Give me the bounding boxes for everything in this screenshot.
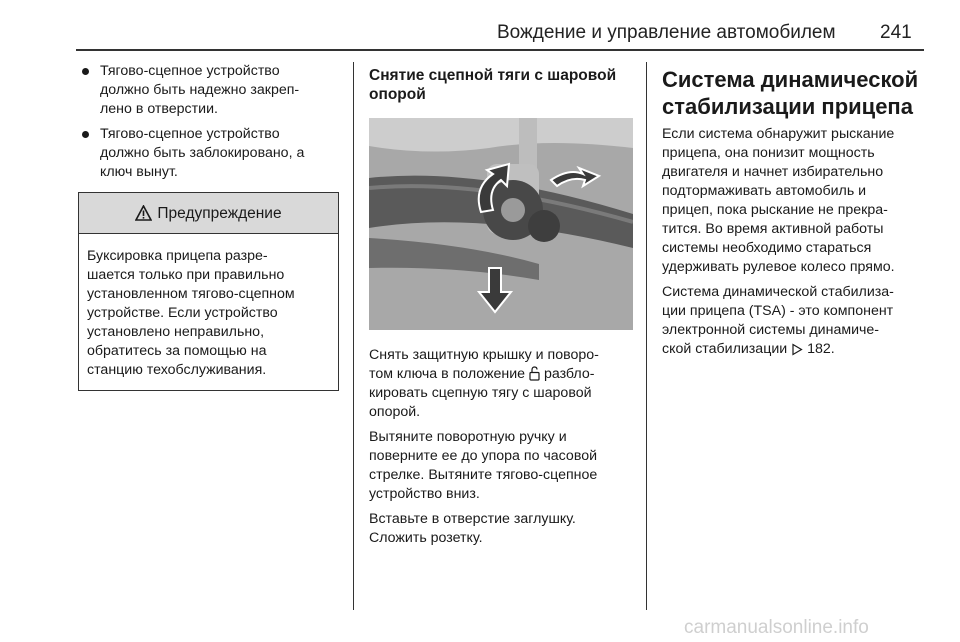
warning-box (78, 192, 339, 391)
list-item (78, 62, 340, 119)
paragraph-rotate-knob (369, 428, 633, 504)
paragraph-plug (369, 510, 633, 548)
paragraph-line: прицепа, она понизит мощность (662, 145, 875, 161)
column-divider-1 (353, 62, 354, 610)
bullet-icon (82, 131, 89, 138)
warning-line: станцию техобслуживания. (87, 362, 267, 378)
heading-line: Система динамической (662, 67, 919, 92)
bullet-line: должно быть заблокировано, а (100, 145, 305, 161)
warning-line: шается только при правильно (87, 267, 285, 283)
section-heading-tsa (662, 66, 926, 120)
paragraph-line: устройство вниз. (369, 486, 480, 502)
bullet-line: должно быть надежно закреп- (100, 82, 300, 98)
heading-line: опорой (369, 86, 426, 103)
paragraph-line: Сложить розетку. (369, 530, 483, 546)
page-reference-link[interactable]: 182. (807, 341, 835, 357)
paragraph-line (662, 340, 926, 359)
warning-line: Буксировка прицепа разре- (87, 248, 268, 264)
paragraph-line: Система динамической стабилиза- (662, 284, 894, 300)
watermark: carmanualsonline.info (684, 617, 869, 638)
paragraph-line (369, 365, 633, 384)
paragraph-line: ции прицепа (TSA) - это компонент (662, 303, 894, 319)
paragraph-line: электронной системы динамиче- (662, 322, 880, 338)
warning-triangle-icon (135, 205, 152, 221)
paragraph-line: поверните ее до упора по часовой (369, 448, 598, 464)
paragraph-line: двигателя и начнет избирательно (662, 164, 884, 180)
heading-line: Снятие сцепной тяги с шаровой (369, 67, 617, 84)
header-title: Вождение и управление автомобилем (497, 22, 836, 43)
bullet-line: лено в отверстии. (100, 101, 218, 117)
column-right (662, 66, 926, 365)
paragraph-line: опорой. (369, 404, 421, 420)
warning-line: устройстве. Если устройство (87, 305, 278, 321)
page-reference-icon (791, 343, 803, 356)
warning-title: Предупреждение (157, 204, 282, 222)
paragraph-line: стрелке. Вытяните тягово-сцепное (369, 467, 598, 483)
warning-line: установлено неправильно, (87, 324, 265, 340)
paragraph-line: подтормаживать автомобиль и (662, 183, 867, 199)
text-segment: ской стабилизации (662, 341, 788, 357)
heading-line: стабилизации прицепа (662, 94, 913, 119)
warning-line: установленном тягово-сцепном (87, 286, 295, 302)
column-divider-2 (646, 62, 647, 610)
paragraph-line: Вставьте в отверстие заглушку. (369, 511, 576, 527)
paragraph-line: прицеп, пока рыскание не прекра- (662, 202, 888, 218)
warning-body (79, 234, 338, 390)
paragraph-line: Вытяните поворотную ручку и (369, 429, 567, 445)
section-heading-removal (369, 66, 633, 104)
text-segment: разбло- (543, 366, 595, 382)
paragraph-unlock (369, 346, 633, 422)
bullet-line: Тягово-сцепное устройство (100, 126, 280, 142)
paragraph-line: системы необходимо стараться (662, 240, 872, 256)
column-middle (369, 66, 633, 554)
paragraph-line: Снять защитную крышку и поворо- (369, 347, 599, 363)
column-left (78, 62, 340, 391)
paragraph-line: тится. Во время активной работы (662, 221, 884, 237)
towbar-illustration (369, 118, 633, 330)
warning-header (79, 193, 338, 234)
page-number: 241 (880, 22, 912, 43)
paragraph-line: удерживать рулевое колесо прямо. (662, 259, 895, 275)
text-segment: том ключа в положение (369, 366, 526, 382)
list-item (78, 125, 340, 182)
paragraph-line: кировать сцепную тягу с шаровой (369, 385, 592, 401)
warning-line: обратитесь за помощью на (87, 343, 267, 359)
unlock-icon (529, 366, 540, 381)
paragraph-tsa-description (662, 125, 926, 277)
bullet-line: Тягово-сцепное устройство (100, 63, 280, 79)
paragraph-tsa-component (662, 283, 926, 359)
bullet-line: ключ вынут. (100, 164, 178, 180)
header-rule (76, 49, 924, 51)
bullet-icon (82, 68, 89, 75)
paragraph-line: Если система обнаружит рыскание (662, 126, 895, 142)
